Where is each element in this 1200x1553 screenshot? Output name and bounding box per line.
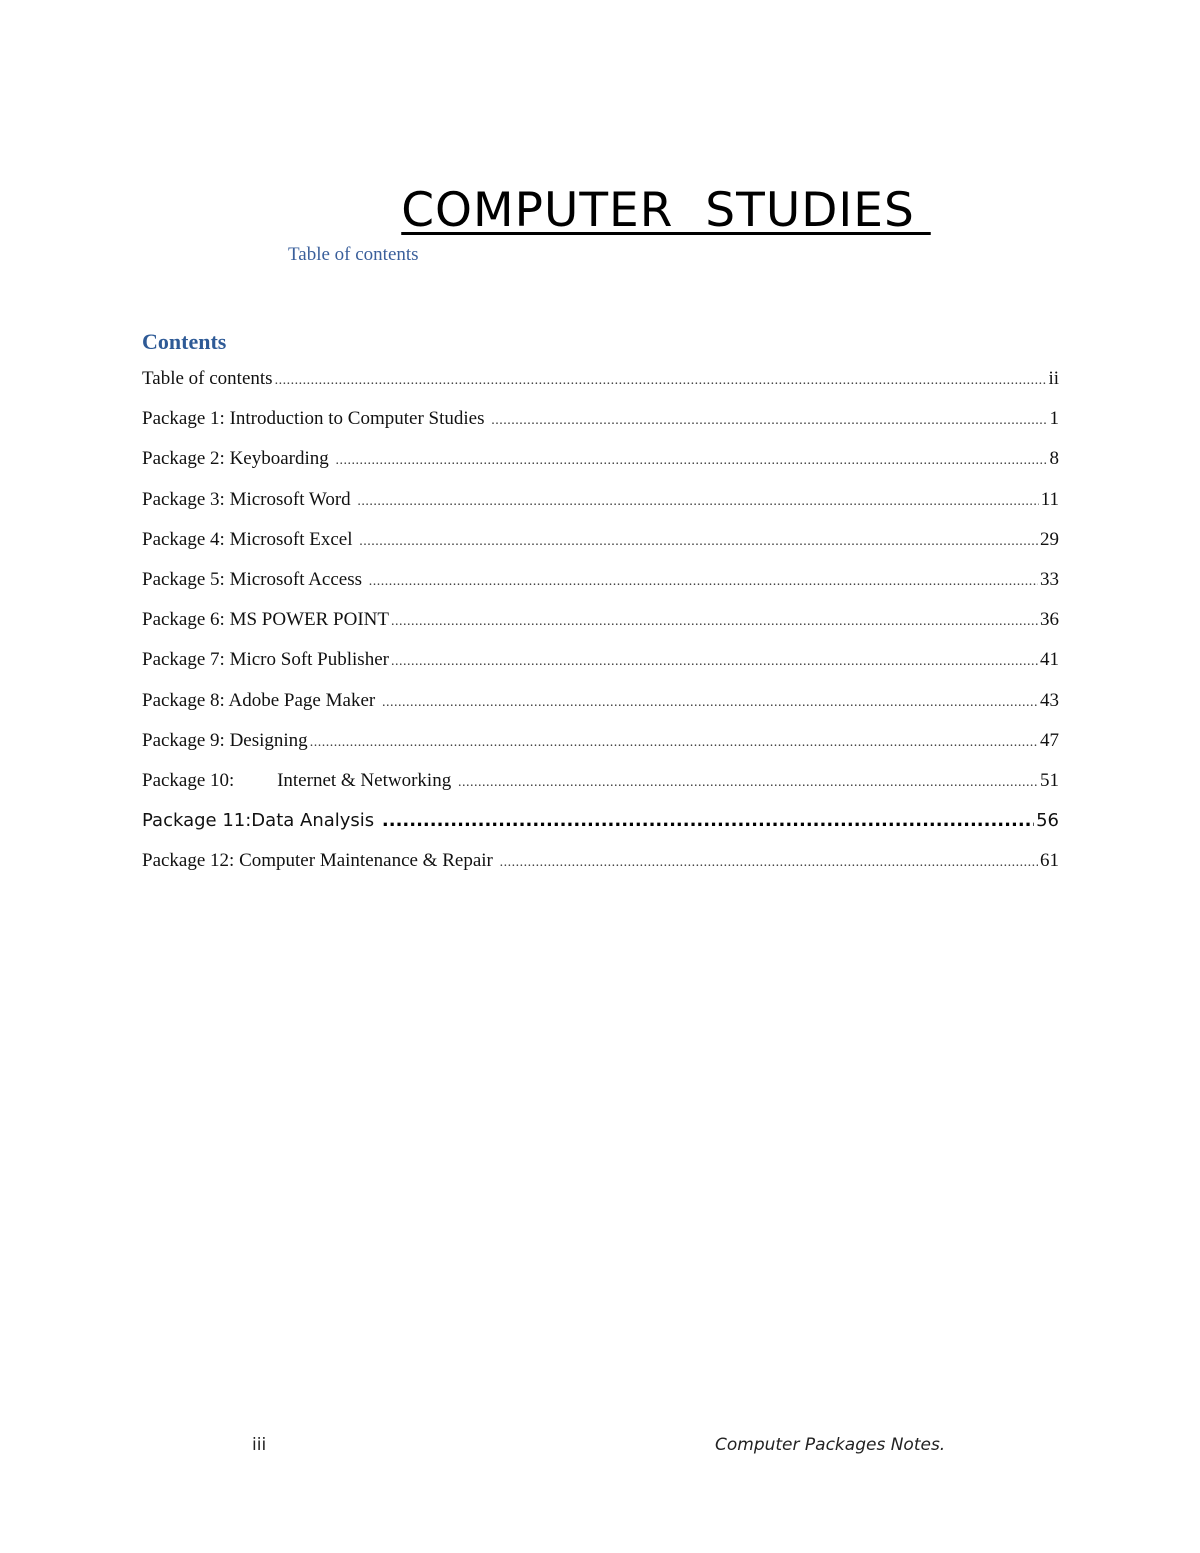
toc-entry-page: 8 bbox=[1049, 448, 1059, 470]
toc-entry-page: 47 bbox=[1040, 729, 1059, 751]
footer-document-title: Computer Packages Notes. bbox=[715, 1435, 946, 1455]
toc-entry-label: Package 6: MS POWER POINT bbox=[142, 609, 389, 631]
toc-entry-page: 43 bbox=[1040, 689, 1059, 711]
toc-entry-package-4[interactable] bbox=[142, 529, 1059, 569]
toc-entry-package-5[interactable] bbox=[142, 569, 1059, 609]
toc-dot-leader bbox=[391, 654, 1038, 670]
toc-dot-leader bbox=[458, 775, 1038, 791]
toc-entry-page: 1 bbox=[1049, 408, 1059, 430]
toc-dot-leader bbox=[336, 453, 1048, 469]
toc-entry-label: Package 10: Internet & Networking bbox=[142, 769, 456, 791]
toc-dot-leader bbox=[500, 855, 1038, 871]
toc-entry-page: 51 bbox=[1040, 769, 1059, 791]
toc-entry-package-7[interactable] bbox=[142, 649, 1059, 689]
toc-entry-page: 11 bbox=[1040, 488, 1059, 510]
toc-dot-leader bbox=[382, 695, 1038, 711]
toc-entry-label: Package 11:Data Analysis bbox=[142, 810, 380, 832]
toc-entry-package-6[interactable] bbox=[142, 609, 1059, 649]
page-title: COMPUTER STUDIES bbox=[401, 183, 931, 238]
toc-dot-leader bbox=[391, 614, 1038, 630]
toc-dot-leader bbox=[369, 574, 1038, 590]
toc-entry-page: 33 bbox=[1040, 568, 1059, 590]
contents-heading: Contents bbox=[142, 329, 227, 354]
toc-entry-page: 29 bbox=[1040, 528, 1059, 550]
toc-entry-label: Package 3: Microsoft Word bbox=[142, 488, 356, 510]
toc-entry-label: Package 8: Adobe Page Maker bbox=[142, 689, 380, 711]
toc-dot-leader bbox=[359, 534, 1038, 550]
toc-entry-label: Table of contents bbox=[142, 368, 273, 389]
toc-entry-label: Package 4: Microsoft Excel bbox=[142, 528, 358, 550]
toc-dot-leader bbox=[382, 810, 1034, 831]
toc-entry-package-12[interactable] bbox=[142, 850, 1059, 890]
toc-dot-leader bbox=[491, 413, 1047, 429]
toc-dot-leader bbox=[310, 735, 1038, 751]
table-of-contents bbox=[142, 368, 1059, 890]
toc-entry-page: ii bbox=[1048, 368, 1059, 389]
toc-dot-leader bbox=[357, 494, 1038, 510]
toc-entry-package-8[interactable] bbox=[142, 690, 1059, 730]
footer-page-number: iii bbox=[252, 1435, 267, 1455]
toc-subtitle: Table of contents bbox=[288, 244, 419, 265]
toc-entry-package-11[interactable] bbox=[142, 810, 1059, 850]
toc-entry-package-10[interactable] bbox=[142, 770, 1059, 810]
toc-entry-package-2[interactable] bbox=[142, 448, 1059, 488]
toc-entry-label: Package 9: Designing bbox=[142, 729, 308, 751]
toc-entry-label: Package 2: Keyboarding bbox=[142, 448, 334, 470]
toc-dot-leader bbox=[275, 373, 1047, 389]
toc-entry-label: Package 5: Microsoft Access bbox=[142, 568, 367, 590]
toc-entry-label: Package 12: Computer Maintenance & Repair bbox=[142, 850, 498, 872]
toc-entry-page: 36 bbox=[1040, 609, 1059, 631]
toc-entry-package-1[interactable] bbox=[142, 408, 1059, 448]
toc-entry-page: 61 bbox=[1040, 850, 1059, 872]
toc-entry-package-9[interactable] bbox=[142, 730, 1059, 770]
toc-entry-page: 56 bbox=[1036, 810, 1059, 832]
toc-entry-table-of-contents[interactable] bbox=[142, 368, 1059, 408]
toc-entry-label: Package 7: Micro Soft Publisher bbox=[142, 649, 389, 671]
toc-entry-package-3[interactable] bbox=[142, 489, 1059, 529]
toc-entry-label: Package 1: Introduction to Computer Studies bbox=[142, 408, 490, 430]
toc-entry-page: 41 bbox=[1040, 649, 1059, 671]
